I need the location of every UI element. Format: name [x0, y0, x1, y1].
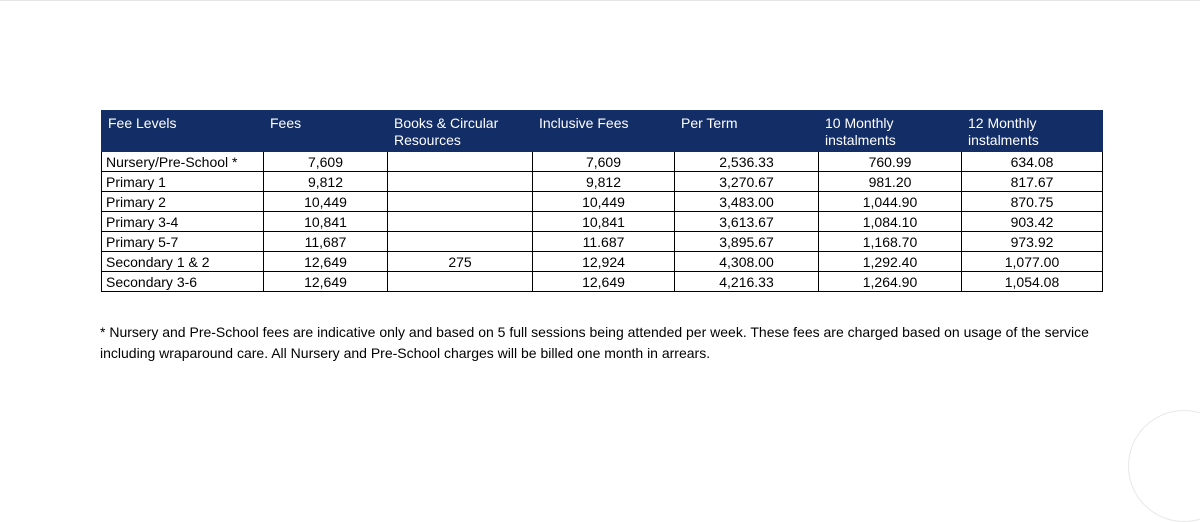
monthly-10-cell: 1,168.70 — [819, 232, 962, 252]
table-row — [102, 212, 1103, 232]
fee-level-cell: Primary 2 — [102, 192, 264, 212]
books-cell — [388, 232, 533, 252]
per-term-cell: 3,613.67 — [675, 212, 819, 232]
table-row — [102, 172, 1103, 192]
fees-cell: 11,687 — [264, 232, 388, 252]
inclusive-cell: 12,924 — [533, 252, 675, 272]
fees-cell: 12,649 — [264, 272, 388, 292]
per-term-cell: 3,270.67 — [675, 172, 819, 192]
header-inclusive-fees: Inclusive Fees — [533, 111, 675, 152]
fee-level-cell: Secondary 3-6 — [102, 272, 264, 292]
inclusive-cell: 11.687 — [533, 232, 675, 252]
table-header-row — [102, 111, 1103, 152]
header-fees: Fees — [264, 111, 388, 152]
header-books-resources: Books & Circular Resources — [388, 111, 533, 152]
fees-cell: 7,609 — [264, 152, 388, 172]
fee-level-cell: Primary 3-4 — [102, 212, 264, 232]
per-term-cell: 4,308.00 — [675, 252, 819, 272]
monthly-12-cell: 903.42 — [962, 212, 1103, 232]
monthly-10-cell: 1,292.40 — [819, 252, 962, 272]
inclusive-cell: 10,841 — [533, 212, 675, 232]
monthly-12-cell: 870.75 — [962, 192, 1103, 212]
page-corner-circle — [1128, 410, 1200, 522]
monthly-10-cell: 981.20 — [819, 172, 962, 192]
table-row — [102, 252, 1103, 272]
header-10-monthly: 10 Monthly instalments — [819, 111, 962, 152]
table-row — [102, 152, 1103, 172]
monthly-12-cell: 1,054.08 — [962, 272, 1103, 292]
books-cell — [388, 272, 533, 292]
fees-cell: 10,841 — [264, 212, 388, 232]
inclusive-cell: 7,609 — [533, 152, 675, 172]
fee-level-cell: Secondary 1 & 2 — [102, 252, 264, 272]
inclusive-cell: 12,649 — [533, 272, 675, 292]
monthly-10-cell: 1,084.10 — [819, 212, 962, 232]
fee-level-cell: Primary 1 — [102, 172, 264, 192]
per-term-cell: 2,536.33 — [675, 152, 819, 172]
monthly-10-cell: 1,264.90 — [819, 272, 962, 292]
fee-level-cell: Primary 5-7 — [102, 232, 264, 252]
monthly-12-cell: 634.08 — [962, 152, 1103, 172]
per-term-cell: 3,895.67 — [675, 232, 819, 252]
inclusive-cell: 10,449 — [533, 192, 675, 212]
monthly-12-cell: 817.67 — [962, 172, 1103, 192]
table-row — [102, 232, 1103, 252]
books-cell — [388, 192, 533, 212]
fees-cell: 9,812 — [264, 172, 388, 192]
monthly-12-cell: 1,077.00 — [962, 252, 1103, 272]
per-term-cell: 3,483.00 — [675, 192, 819, 212]
nursery-footnote: * Nursery and Pre-School fees are indicative only and based on 5 full sessions being attended per week. These fees are charged based on usage of the service including wraparound care. All Nursery and Pre-School charges will be billed one month in arrears. — [100, 324, 1089, 361]
per-term-cell: 4,216.33 — [675, 272, 819, 292]
books-cell — [388, 212, 533, 232]
table-row — [102, 192, 1103, 212]
table-row — [102, 272, 1103, 292]
fees-cell: 12,649 — [264, 252, 388, 272]
header-fee-levels: Fee Levels — [102, 111, 264, 152]
header-per-term: Per Term — [675, 111, 819, 152]
fee-level-cell: Nursery/Pre-School * — [102, 152, 264, 172]
monthly-10-cell: 760.99 — [819, 152, 962, 172]
monthly-10-cell: 1,044.90 — [819, 192, 962, 212]
books-cell — [388, 152, 533, 172]
fees-cell: 10,449 — [264, 192, 388, 212]
fee-table — [101, 110, 1103, 292]
inclusive-cell: 9,812 — [533, 172, 675, 192]
monthly-12-cell: 973.92 — [962, 232, 1103, 252]
header-12-monthly: 12 Monthly instalments — [962, 111, 1103, 152]
books-cell — [388, 172, 533, 192]
top-divider — [0, 0, 1200, 1]
books-cell: 275 — [388, 252, 533, 272]
